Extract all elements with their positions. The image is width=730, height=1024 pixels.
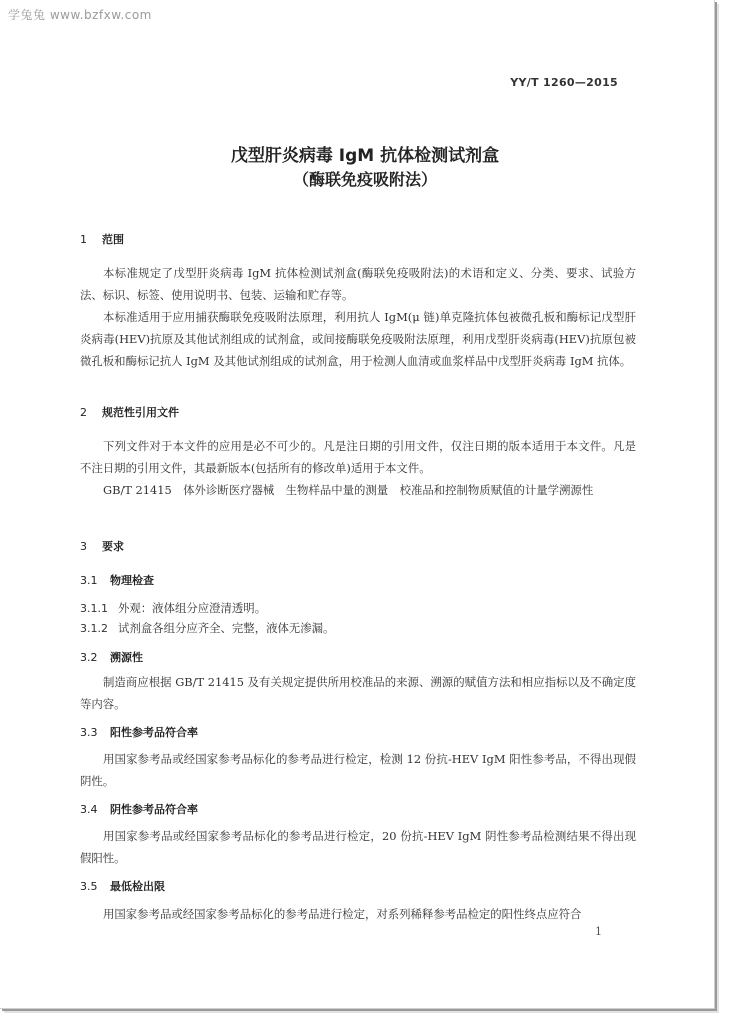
section-number: 3.2 [80, 651, 98, 664]
section-title: 阴性参考品符合率 [110, 803, 198, 816]
clause-text: 试剂盒各组分应齐全、完整，液体无渗漏。 [118, 621, 335, 635]
clause-text: 外观：液体组分应澄清透明。 [118, 601, 267, 615]
section-2-reference: GB/T 21415 体外诊断医疗器械 生物样品中量的测量 校准品和控制物质赋值的计量学溯源性 [103, 483, 594, 497]
document-title: 戊型肝炎病毒 IgM 抗体检测试剂盒 [230, 146, 500, 166]
section-title: 物理检查 [110, 574, 154, 587]
standard-code: YY/T 1260—2015 [510, 76, 618, 89]
section-number: 3 [80, 540, 87, 553]
section-number: 1 [80, 233, 87, 246]
section-title: 溯源性 [110, 651, 143, 664]
section-title: 最低检出限 [110, 880, 165, 893]
section-number: 2 [80, 406, 87, 419]
section-2-heading [80, 404, 179, 420]
clause-number: 3.1.2 [80, 622, 108, 635]
section-3-2-paragraph: 制造商应根据 GB/T 21415 及有关规定提供所用校准品的来源、溯源的赋值方法和相应指标以及不确定度等内容。 [80, 675, 636, 711]
section-title: 规范性引用文件 [102, 406, 179, 419]
section-1-heading [80, 231, 124, 247]
section-3-2-heading [80, 649, 143, 665]
site-watermark: 学兔兔 www.bzfxw.com [8, 8, 152, 22]
section-2-paragraph-1: 下列文件对于本文件的应用是必不可少的。凡是注日期的引用文件，仅注日期的版本适用于本文件。凡是不注日期的引用文件，其最新版本(包括所有的修改单)适用于本文件。 [80, 439, 636, 475]
clause-3-1-2 [80, 617, 636, 640]
document-subtitle: （酶联免疫吸附法） [292, 170, 437, 189]
section-title: 范围 [102, 233, 124, 246]
section-3-1-heading [80, 572, 154, 588]
page-number: 1 [595, 925, 602, 938]
section-number: 3.5 [80, 880, 98, 893]
section-3-5-heading [80, 878, 165, 894]
section-3-4-heading [80, 801, 198, 817]
section-3-3-heading [80, 724, 198, 740]
clause-number: 3.1.1 [80, 602, 108, 615]
section-title: 要求 [102, 540, 124, 553]
section-3-heading [80, 538, 124, 554]
section-1-paragraph-2: 本标准适用于应用捕获酶联免疫吸附法原理，利用抗人 IgM(μ 链)单克隆抗体包被微孔板和酶标记戊型肝炎病毒(HEV)抗原及其他试剂组成的试剂盒，或间接酶联免疫吸附法原理，利用戊型肝炎病毒(HEV)抗原包被微孔板和酶标记抗人 IgM 及其他试剂组成的试剂盒，用于检测人血清或血浆样品中戊型肝炎病毒 IgM 抗体。 [80, 310, 636, 368]
section-3-5-paragraph: 用国家参考品或经国家参考品标化的参考品进行检定，对系列稀释参考品检定的阳性终点应符合 [103, 907, 582, 921]
section-1-paragraph-1: 本标准规定了戊型肝炎病毒 IgM 抗体检测试剂盒(酶联免疫吸附法)的术语和定义、分类、要求、试验方法、标识、标签、使用说明书、包装、运输和贮存等。 [80, 266, 636, 302]
section-3-3-paragraph: 用国家参考品或经国家参考品标化的参考品进行检定，检测 12 份抗-HEV IgM 阳性参考品，不得出现假阴性。 [80, 752, 636, 788]
section-3-4-paragraph: 用国家参考品或经国家参考品标化的参考品进行检定，20 份抗-HEV IgM 阴性参考品检测结果不得出现假阳性。 [80, 829, 636, 865]
section-number: 3.3 [80, 726, 98, 739]
section-number: 3.4 [80, 803, 98, 816]
section-title: 阳性参考品符合率 [110, 726, 198, 739]
section-number: 3.1 [80, 574, 98, 587]
